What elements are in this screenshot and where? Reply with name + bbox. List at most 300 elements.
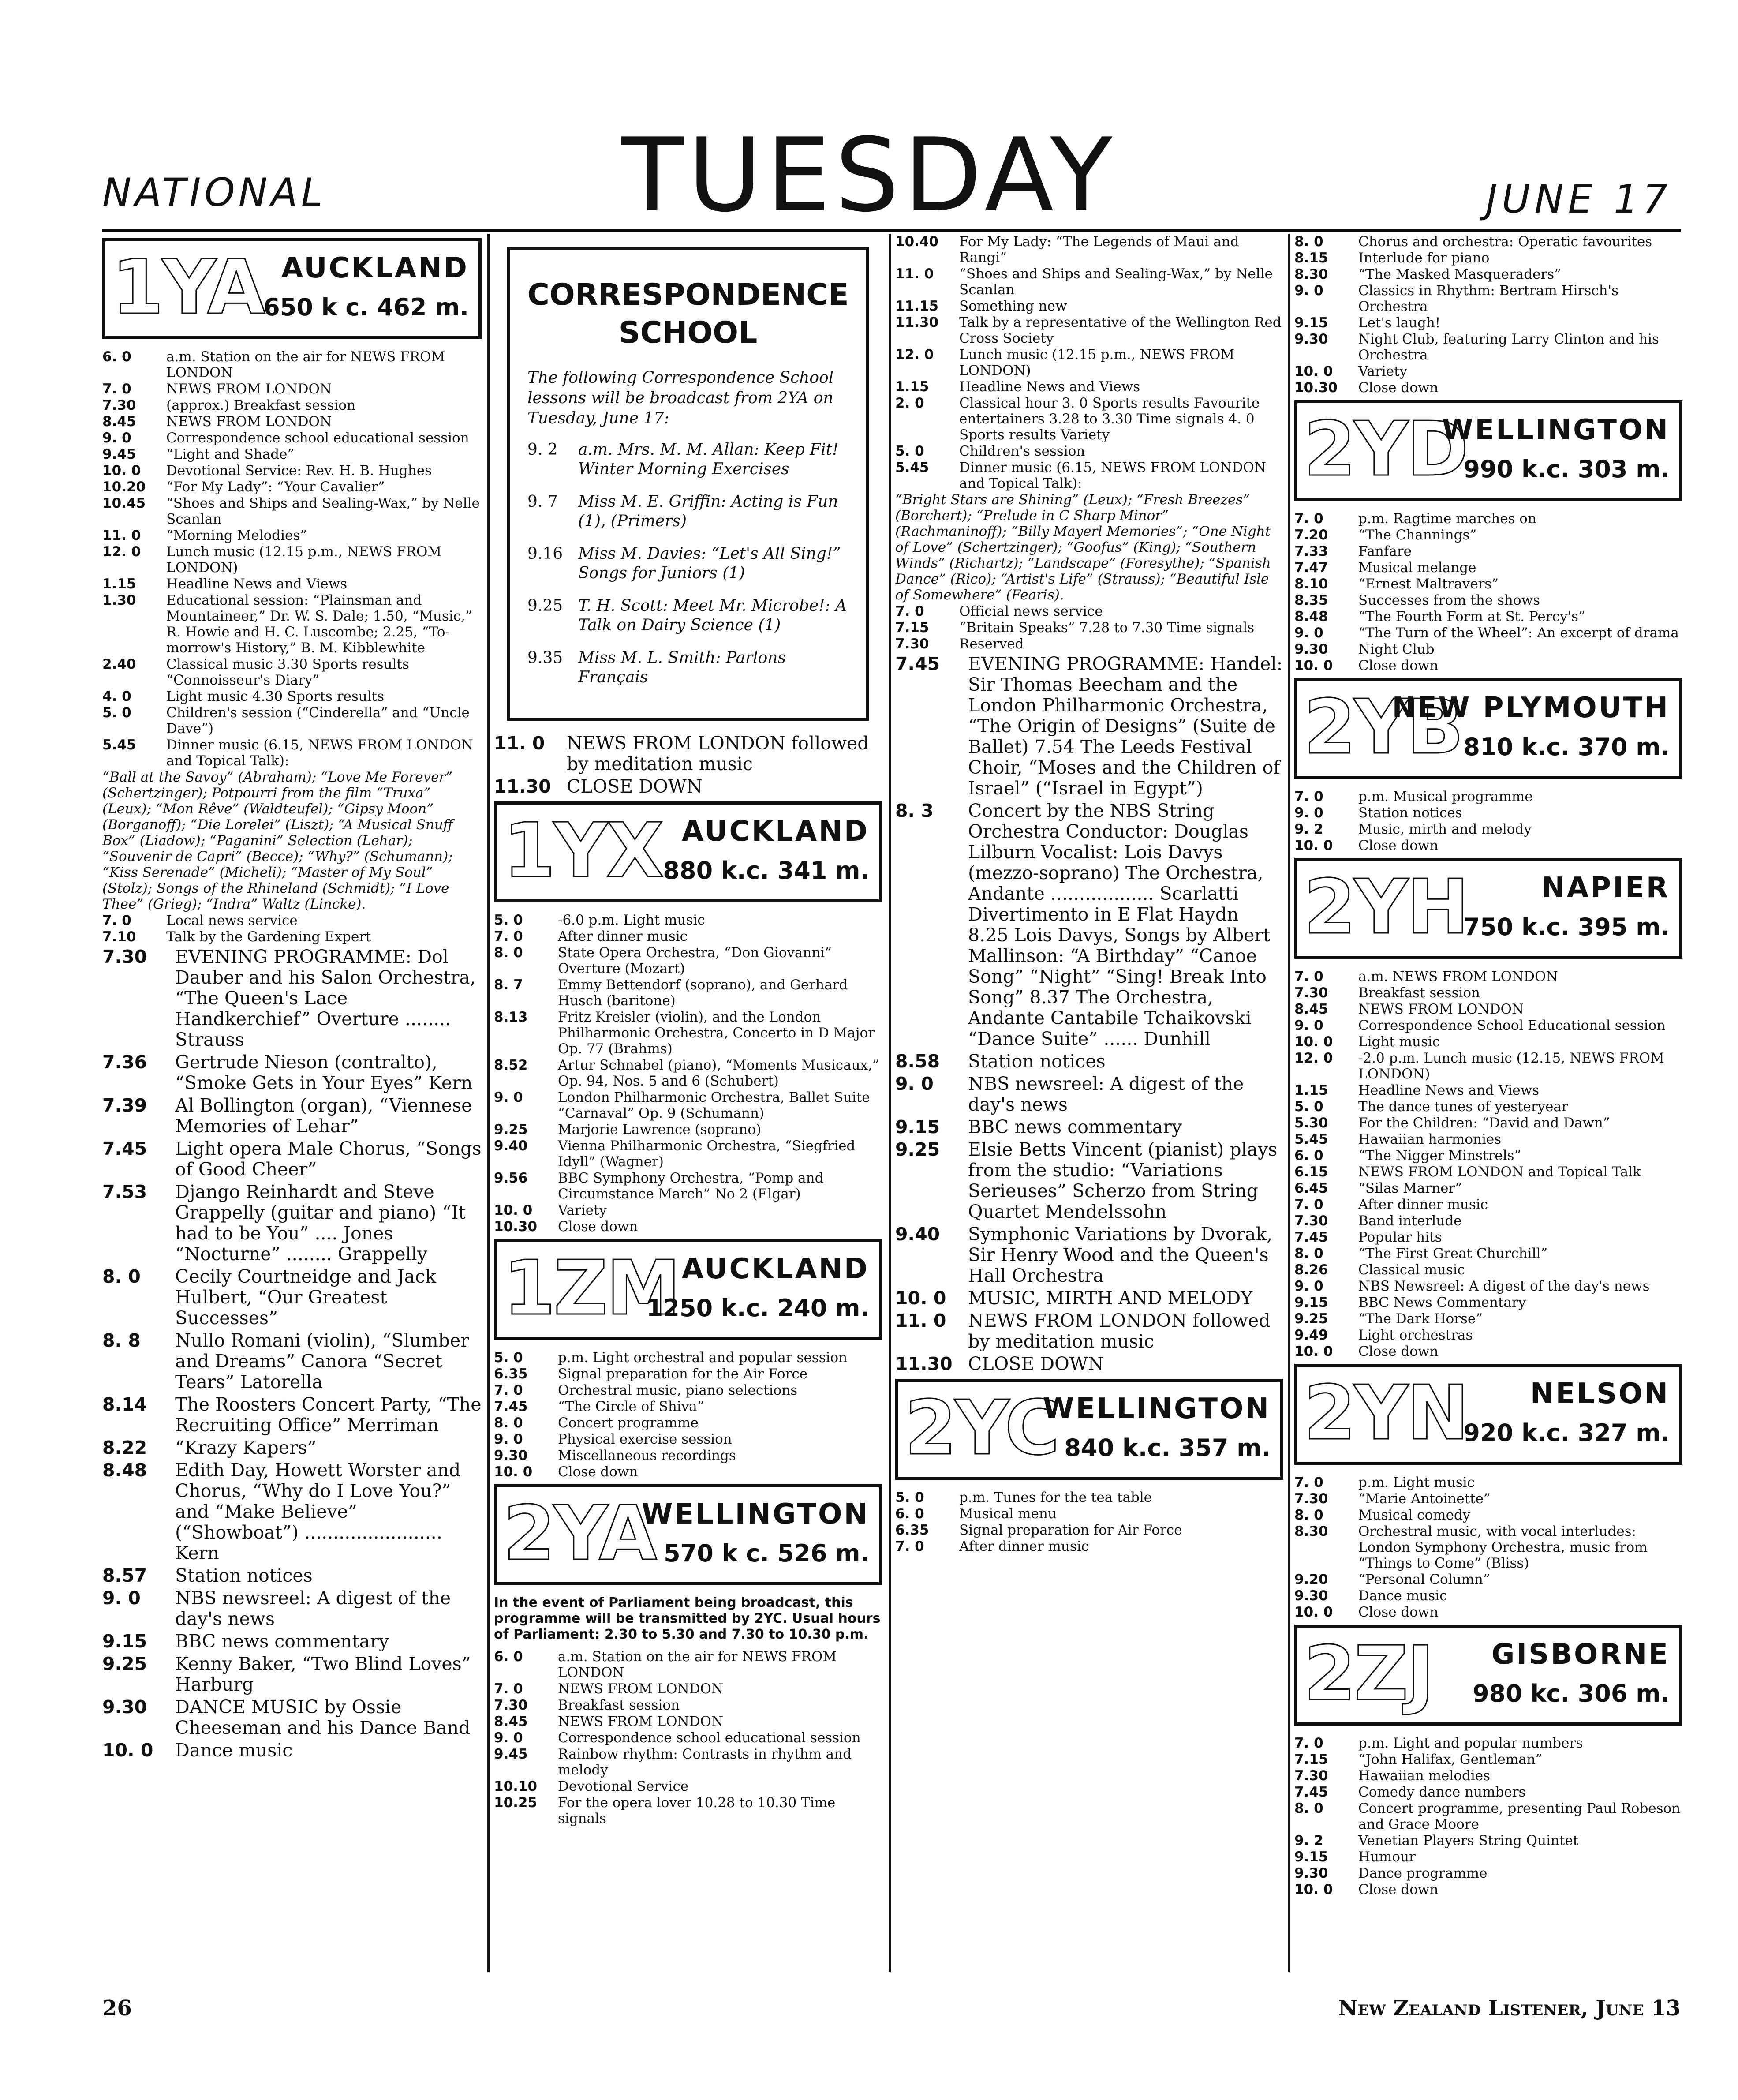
entry-description: Popular hits bbox=[1358, 1229, 1442, 1245]
entry-description: p.m. Tunes for the tea table bbox=[959, 1490, 1152, 1505]
entry-time: 8. 0 bbox=[494, 945, 523, 961]
entry-description: Breakfast session bbox=[1358, 985, 1480, 1001]
entry-time: 11.30 bbox=[895, 1353, 953, 1374]
station-box-2yc bbox=[895, 1379, 1283, 1480]
entry-time: 10.20 bbox=[102, 479, 146, 495]
entry-description: “For My Lady”: “Your Cavalier” bbox=[166, 479, 385, 495]
schedule-entry bbox=[494, 1382, 882, 1398]
entry-time: 8.30 bbox=[1294, 266, 1328, 282]
entry-time: 1.15 bbox=[895, 379, 929, 395]
entry-time: 9.30 bbox=[1294, 1865, 1328, 1881]
entry-time: 9. 0 bbox=[102, 1587, 141, 1609]
entry-description: Classics in Rhythm: Bertram Hirsch's Orchestra bbox=[1358, 283, 1619, 314]
entry-time: 10.45 bbox=[102, 495, 146, 511]
entry-description: Night Club bbox=[1358, 641, 1435, 657]
entry-time: 8.26 bbox=[1294, 1262, 1328, 1278]
entry-description: Rainbow rhythm: Contrasts in rhythm and melody bbox=[558, 1746, 852, 1778]
entry-time: 5. 0 bbox=[494, 1350, 523, 1366]
schedule-entry bbox=[1294, 543, 1682, 559]
schedule-entry bbox=[895, 1490, 1283, 1505]
entry-description: “Shoes and Ships and Sealing-Wax,” by Nelle Scanlan bbox=[959, 266, 1273, 298]
entry-time: 9.49 bbox=[1294, 1327, 1328, 1343]
schedule-entry bbox=[102, 1138, 482, 1180]
schedule-entry bbox=[1294, 1278, 1682, 1294]
entry-description: Variety bbox=[558, 1202, 607, 1218]
station-box-1yx bbox=[494, 801, 882, 902]
entry-time: 8. 0 bbox=[494, 1415, 523, 1431]
entry-time: 9.45 bbox=[494, 1746, 528, 1762]
entry-time: 8.52 bbox=[494, 1057, 528, 1073]
schedule-entry bbox=[102, 947, 482, 1050]
station-call: 2YH bbox=[1304, 864, 1468, 951]
entry-time: 10. 0 bbox=[1294, 363, 1333, 379]
entry-time: 8. 7 bbox=[494, 977, 523, 993]
entry-description: Fritz Kreisler (violin), and the London Philharmonic Orchestra, Concerto in D Major Op. 77 (Brahms) bbox=[558, 1009, 875, 1057]
station-box-2zj bbox=[1294, 1625, 1682, 1726]
schedule-entry bbox=[494, 1431, 882, 1447]
schedule-entry bbox=[1294, 266, 1682, 282]
entry-description: Successes from the shows bbox=[1358, 592, 1540, 608]
schedule-entry bbox=[102, 592, 482, 656]
schedule-entry bbox=[1294, 250, 1682, 266]
entry-time: 9. 0 bbox=[1294, 1018, 1323, 1033]
entry-description: Dance music bbox=[1358, 1588, 1447, 1604]
schedule-entry bbox=[895, 1074, 1283, 1115]
schedule-entry bbox=[527, 544, 848, 583]
entry-time: 7. 0 bbox=[1294, 969, 1323, 984]
entry-description: a.m. Mrs. M. M. Allan: Keep Fit! Winter Morning Exercises bbox=[578, 441, 839, 478]
schedule-entry bbox=[494, 1399, 882, 1415]
entry-description: Local news service bbox=[166, 913, 298, 928]
entry-description: Official news service bbox=[959, 603, 1103, 619]
column-divider bbox=[1288, 234, 1290, 1972]
entry-description: Something new bbox=[959, 298, 1067, 314]
station-call: 1YA bbox=[112, 244, 264, 331]
entry-time: 8. 3 bbox=[895, 800, 934, 821]
schedule-entry bbox=[102, 1654, 482, 1695]
station-freq: 810 k.c. 370 m. bbox=[1463, 733, 1670, 761]
schedule-list bbox=[494, 912, 882, 1235]
station-city: WELLINGTON bbox=[1442, 414, 1670, 446]
entry-time: 9.25 bbox=[102, 1653, 147, 1674]
entry-description: Kenny Baker, “Two Blind Loves” Harburg bbox=[175, 1653, 471, 1695]
page-date: JUNE 17 bbox=[1486, 176, 1672, 222]
entry-time: 10.10 bbox=[494, 1778, 538, 1794]
schedule-entry bbox=[1294, 560, 1682, 576]
entry-description: Dance programme bbox=[1358, 1865, 1488, 1881]
schedule-entry bbox=[494, 945, 882, 977]
entry-time: 12. 0 bbox=[895, 347, 934, 363]
entry-description: NEWS FROM LONDON bbox=[166, 381, 332, 397]
entry-time: 7.53 bbox=[102, 1181, 147, 1202]
entry-description: Django Reinhardt and Steve Grappelly (guitar and piano) “It had to be You” .... Jones “Nocturne” ........ Grappelly bbox=[175, 1181, 466, 1265]
entry-time: 2.40 bbox=[102, 656, 136, 672]
column-divider bbox=[487, 234, 490, 1972]
station-call: 1YX bbox=[503, 807, 662, 895]
entry-time: 9.45 bbox=[102, 446, 136, 462]
schedule-entry bbox=[1294, 283, 1682, 314]
entry-time: 11. 0 bbox=[494, 733, 545, 754]
entry-description: For My Lady: “The Legends of Maui and Rangi” bbox=[959, 234, 1239, 266]
entry-time: 11. 0 bbox=[895, 1310, 946, 1331]
entry-description: Nullo Romani (violin), “Slumber and Dreams” Canora “Secret Tears” Latorella bbox=[175, 1330, 469, 1393]
schedule-entry bbox=[895, 1506, 1283, 1522]
entry-description: Venetian Players String Quintet bbox=[1358, 1833, 1579, 1849]
entry-time: 7. 0 bbox=[494, 1681, 523, 1697]
entry-description: Miss M. L. Smith: Parlons Français bbox=[578, 649, 786, 686]
entry-time: 9.30 bbox=[1294, 641, 1328, 657]
entry-description: Talk by the Gardening Expert bbox=[166, 929, 371, 945]
schedule-entry bbox=[102, 913, 482, 928]
entry-time: 9. 2 bbox=[1294, 1833, 1323, 1849]
entry-description: “The First Great Churchill” bbox=[1358, 1246, 1548, 1261]
entry-time: 12. 0 bbox=[102, 544, 141, 560]
schedule-entry bbox=[102, 737, 482, 769]
entry-time: 6. 0 bbox=[1294, 1148, 1323, 1164]
entry-description: Signal preparation for the Air Force bbox=[558, 1366, 808, 1382]
section-label: NATIONAL bbox=[102, 170, 326, 215]
schedule-entry bbox=[102, 1631, 482, 1652]
entry-time: 10. 0 bbox=[1294, 658, 1333, 674]
entry-description: Correspondence School Educational session bbox=[1358, 1018, 1666, 1033]
schedule-entry bbox=[1294, 1246, 1682, 1261]
entry-time: 7. 0 bbox=[1294, 1197, 1323, 1213]
schedule-entry bbox=[895, 314, 1283, 346]
schedule-entry bbox=[1294, 1604, 1682, 1620]
entry-time: 7.36 bbox=[102, 1052, 147, 1073]
schedule-entry bbox=[1294, 1001, 1682, 1017]
entry-time: 10. 0 bbox=[494, 1464, 533, 1480]
station-call: 2YC bbox=[905, 1385, 1058, 1472]
entry-time: 6.45 bbox=[1294, 1180, 1328, 1196]
schedule-entry bbox=[102, 705, 482, 737]
entry-description: BBC News Commentary bbox=[1358, 1295, 1526, 1310]
entry-time: 7.47 bbox=[1294, 560, 1328, 576]
entry-time: 7. 0 bbox=[1294, 511, 1323, 527]
entry-description: Edith Day, Howett Worster and Chorus, “Why do I Love You?” and “Make Believe” (“Showboat”) ........................ Kern bbox=[175, 1460, 461, 1564]
entry-time: 4. 0 bbox=[102, 689, 131, 704]
entry-description: Educational session: “Plainsman and Mountaineer,” Dr. W. S. Dale; 1.50, “Music,” R. Howie and H. C. Luscombe; 2.25, “To-morrow's History,” B. M. Kibblewhite bbox=[166, 592, 472, 656]
entry-time: 10.40 bbox=[895, 234, 939, 250]
station-box-2yn bbox=[1294, 1364, 1682, 1465]
entry-description: Humour bbox=[1358, 1849, 1416, 1865]
schedule-entry bbox=[1294, 1752, 1682, 1767]
schedule-entry bbox=[102, 463, 482, 479]
publication-footer: New Zealand Listener, June 13 bbox=[1338, 1996, 1681, 2021]
entry-time: 8. 0 bbox=[1294, 1801, 1323, 1816]
entry-description: (approx.) Breakfast session bbox=[166, 397, 356, 413]
column-2 bbox=[494, 234, 882, 1972]
schedule-entry bbox=[895, 395, 1283, 443]
correspondence-school-box bbox=[507, 247, 869, 721]
entry-description: The Roosters Concert Party, “The Recruiting Office” Merriman bbox=[175, 1394, 482, 1436]
entry-description: Hawaiian harmonies bbox=[1358, 1131, 1502, 1147]
schedule-entry bbox=[1294, 380, 1682, 396]
schedule-list bbox=[494, 1649, 882, 1827]
schedule-entry bbox=[1294, 609, 1682, 625]
schedule-entry bbox=[1294, 1865, 1682, 1881]
entry-description: NEWS FROM LONDON bbox=[558, 1714, 724, 1729]
station-call: 2YA bbox=[503, 1490, 655, 1577]
station-city: WELLINGTON bbox=[1043, 1393, 1271, 1425]
schedule-entry bbox=[102, 1095, 482, 1137]
schedule-entry bbox=[102, 544, 482, 576]
entry-description: Concert programme bbox=[558, 1415, 699, 1431]
entry-time: 9.30 bbox=[494, 1448, 528, 1464]
entry-time: 5.45 bbox=[895, 460, 929, 475]
entry-time: 6.35 bbox=[494, 1366, 528, 1382]
station-box-1zm bbox=[494, 1239, 882, 1340]
schedule-entry bbox=[1294, 1344, 1682, 1359]
station-box-2yh bbox=[1294, 858, 1682, 959]
schedule-entry bbox=[895, 460, 1283, 491]
entry-description: “Silas Marner” bbox=[1358, 1180, 1462, 1196]
entry-time: 8.14 bbox=[102, 1394, 147, 1415]
schedule-entry bbox=[895, 347, 1283, 378]
entry-description: Musical melange bbox=[1358, 560, 1476, 576]
entry-description: “Morning Melodies” bbox=[166, 528, 307, 543]
entry-description: NBS newsreel: A digest of the day's news bbox=[175, 1587, 451, 1629]
schedule-entry bbox=[1294, 1295, 1682, 1310]
station-call: 2YD bbox=[1304, 406, 1467, 493]
entry-time: 9.15 bbox=[895, 1116, 940, 1138]
page-number: 26 bbox=[102, 1996, 132, 2021]
entry-description: Station notices bbox=[968, 1051, 1106, 1072]
schedule-entry bbox=[1294, 625, 1682, 641]
entry-description: BBC Symphony Orchestra, “Pomp and Circumstance March” No 2 (Elgar) bbox=[558, 1170, 824, 1202]
schedule-entry bbox=[102, 1052, 482, 1093]
schedule-entry bbox=[1294, 1197, 1682, 1213]
entry-description: “Light and Shade” bbox=[166, 446, 295, 462]
schedule-entry bbox=[102, 929, 482, 945]
entry-time: 10. 0 bbox=[102, 463, 141, 479]
schedule-entry bbox=[1294, 592, 1682, 608]
entry-time: 9.25 bbox=[1294, 1311, 1328, 1327]
entry-time: 8. 0 bbox=[1294, 1246, 1323, 1261]
schedule-entry bbox=[1294, 1034, 1682, 1050]
schedule-entry bbox=[1294, 331, 1682, 363]
entry-description: Correspondence school educational session bbox=[558, 1730, 861, 1746]
schedule-entry bbox=[494, 1730, 882, 1746]
entry-time: 7. 0 bbox=[494, 1382, 523, 1398]
schedule-entry bbox=[527, 596, 848, 635]
schedule-entry bbox=[895, 379, 1283, 395]
schedule-entry bbox=[895, 1310, 1283, 1352]
entry-time: 9. 2 bbox=[1294, 821, 1323, 837]
schedule-list bbox=[1294, 1735, 1682, 1898]
schedule-entry bbox=[102, 1565, 482, 1586]
entry-description: “Personal Column” bbox=[1358, 1572, 1490, 1587]
correspondence-lessons bbox=[527, 440, 848, 687]
schedule-entry bbox=[102, 1182, 482, 1265]
entry-time: 7.30 bbox=[494, 1697, 528, 1713]
schedule-entry bbox=[494, 977, 882, 1009]
schedule-entry bbox=[494, 1448, 882, 1464]
schedule-entry bbox=[1294, 1475, 1682, 1490]
schedule-entry bbox=[895, 234, 1283, 266]
entry-time: 7.45 bbox=[102, 1138, 147, 1159]
schedule-entry bbox=[1294, 1572, 1682, 1587]
entry-time: 7. 0 bbox=[494, 928, 523, 944]
schedule-list bbox=[1294, 789, 1682, 853]
schedule-entry bbox=[1294, 969, 1682, 984]
entry-time: 7.15 bbox=[1294, 1752, 1328, 1767]
entry-description: For the opera lover 10.28 to 10.30 Time signals bbox=[558, 1795, 836, 1827]
entry-time: 9. 0 bbox=[1294, 1278, 1323, 1294]
schedule-entry bbox=[494, 1714, 882, 1729]
schedule-entry bbox=[1294, 1262, 1682, 1278]
station-city: NELSON bbox=[1530, 1378, 1670, 1410]
entry-description: MUSIC, MIRTH AND MELODY bbox=[968, 1288, 1253, 1309]
schedule-entry bbox=[895, 443, 1283, 459]
entry-description: NEWS FROM LONDON and Topical Talk bbox=[1358, 1164, 1641, 1180]
schedule-entry bbox=[102, 1437, 482, 1458]
station-freq: 650 k c. 462 m. bbox=[263, 293, 469, 321]
entry-time: 10. 0 bbox=[102, 1740, 153, 1761]
schedule-entry bbox=[494, 1138, 882, 1170]
station-city: AUCKLAND bbox=[681, 1253, 869, 1285]
entry-time: 8. 8 bbox=[102, 1330, 141, 1351]
entry-description: State Opera Orchestra, “Don Giovanni” Overture (Mozart) bbox=[558, 945, 832, 977]
schedule-entry bbox=[1294, 1833, 1682, 1849]
entry-time: 9.40 bbox=[494, 1138, 528, 1154]
entry-time: 8.30 bbox=[1294, 1524, 1328, 1539]
station-city: GISBORNE bbox=[1491, 1638, 1670, 1671]
entry-time: 9.40 bbox=[895, 1224, 940, 1245]
entry-time: 8.57 bbox=[102, 1565, 147, 1586]
entry-description: Light orchestras bbox=[1358, 1327, 1473, 1343]
entry-description: Classical music 3.30 Sports results “Connoisseur's Diary” bbox=[166, 656, 409, 688]
schedule-list bbox=[494, 1350, 882, 1480]
schedule-entry bbox=[1294, 658, 1682, 674]
station-city: WELLINGTON bbox=[641, 1498, 869, 1531]
schedule-entry bbox=[494, 1649, 882, 1681]
schedule-entry bbox=[102, 414, 482, 430]
station-city: AUCKLAND bbox=[681, 815, 869, 848]
entry-time: 5. 0 bbox=[494, 912, 523, 928]
entry-time: 7.30 bbox=[1294, 1491, 1328, 1507]
entry-time: 9.56 bbox=[494, 1170, 528, 1186]
station-box-2yd bbox=[1294, 400, 1682, 501]
entry-description: Close down bbox=[1358, 658, 1439, 674]
entry-description: Physical exercise session bbox=[558, 1431, 732, 1447]
schedule-entry bbox=[102, 430, 482, 446]
entry-description: Close down bbox=[1358, 1882, 1439, 1898]
entry-time: 9. 0 bbox=[494, 1730, 523, 1746]
entry-time: 9.25 bbox=[494, 1122, 528, 1138]
entry-time: 1.15 bbox=[102, 576, 136, 592]
entry-time: 5.45 bbox=[102, 737, 136, 753]
schedule-entry bbox=[494, 928, 882, 944]
entry-time: 6.35 bbox=[895, 1522, 929, 1538]
schedule-entry bbox=[1294, 1327, 1682, 1343]
schedule-entry bbox=[102, 1697, 482, 1738]
entry-time: 9.15 bbox=[102, 1631, 147, 1652]
entry-time: 8. 0 bbox=[1294, 1507, 1323, 1523]
entry-description: Headline News and Views bbox=[959, 379, 1140, 395]
schedule-entry bbox=[102, 1740, 482, 1761]
entry-time: 10. 0 bbox=[1294, 1034, 1333, 1050]
entry-description: Classical music bbox=[1358, 1262, 1465, 1278]
schedule-entry bbox=[1294, 1735, 1682, 1751]
entry-description: T. H. Scott: Meet Mr. Microbe!: A Talk on Dairy Science (1) bbox=[578, 597, 847, 634]
entry-description: Dinner music (6.15, NEWS FROM LONDON and Topical Talk): bbox=[166, 737, 474, 769]
schedule-list bbox=[1294, 1475, 1682, 1620]
evening-programme bbox=[895, 654, 1283, 1374]
schedule-list bbox=[895, 234, 1283, 491]
schedule-entry bbox=[494, 1366, 882, 1382]
schedule-entry bbox=[1294, 1082, 1682, 1098]
entry-time: 9. 0 bbox=[1294, 625, 1323, 641]
entry-description: “The Circle of Shiva” bbox=[558, 1399, 704, 1415]
entry-description: p.m. Light music bbox=[1358, 1475, 1475, 1490]
schedule-entry bbox=[1294, 234, 1682, 250]
station-city: AUCKLAND bbox=[281, 252, 469, 284]
schedule-entry bbox=[1294, 1018, 1682, 1033]
schedule-entry bbox=[895, 1117, 1283, 1138]
entry-time: 9.30 bbox=[1294, 1588, 1328, 1604]
entry-time: 7.10 bbox=[102, 929, 136, 945]
entry-description: Orchestral music, piano selections bbox=[558, 1382, 798, 1398]
entry-time: 10. 0 bbox=[895, 1288, 946, 1309]
entry-time: 11. 0 bbox=[102, 528, 141, 543]
entry-description: “The Masked Masqueraders” bbox=[1358, 266, 1562, 282]
entry-description: “Marie Antoinette” bbox=[1358, 1491, 1491, 1507]
entry-description: Signal preparation for Air Force bbox=[959, 1522, 1182, 1538]
schedule-entry bbox=[102, 397, 482, 413]
entry-description: Miss M. E. Griffin: Acting is Fun (1), (Primers) bbox=[578, 493, 838, 530]
entry-time: 8.15 bbox=[1294, 250, 1328, 266]
schedule-list bbox=[1294, 511, 1682, 674]
entry-description: After dinner music bbox=[558, 928, 688, 944]
entry-time: 9.15 bbox=[1294, 1295, 1328, 1310]
schedule-entry bbox=[1294, 1115, 1682, 1131]
entry-time: 7. 0 bbox=[1294, 1475, 1323, 1490]
schedule-entry bbox=[494, 1415, 882, 1431]
schedule-list bbox=[895, 1490, 1283, 1554]
schedule-entry bbox=[494, 1202, 882, 1218]
station-call: 2YB bbox=[1304, 684, 1462, 771]
entry-description: Dance music bbox=[175, 1740, 293, 1761]
schedule-entry bbox=[102, 1588, 482, 1629]
entry-description: Musical menu bbox=[959, 1506, 1057, 1522]
entry-time: 5. 0 bbox=[102, 705, 131, 721]
entry-time: 8.48 bbox=[102, 1460, 147, 1481]
entry-description: Talk by a representative of the Wellington Red Cross Society bbox=[959, 314, 1282, 346]
entry-time: 7.39 bbox=[102, 1095, 147, 1116]
schedule-entry bbox=[1294, 315, 1682, 331]
entry-time: 7.15 bbox=[895, 620, 929, 636]
schedule-entry bbox=[1294, 1164, 1682, 1180]
entry-time: 9. 7 bbox=[527, 493, 558, 511]
entry-description: Musical comedy bbox=[1358, 1507, 1471, 1523]
entry-time: 7.30 bbox=[1294, 1213, 1328, 1229]
schedule-entry bbox=[1294, 1491, 1682, 1507]
entry-time: 5. 0 bbox=[895, 1490, 924, 1505]
station-city: NEW PLYMOUTH bbox=[1392, 692, 1670, 724]
entry-time: 9.30 bbox=[102, 1696, 147, 1718]
schedule-entry bbox=[1294, 821, 1682, 837]
entry-description: Close down bbox=[1358, 838, 1439, 853]
correspondence-title: CORRESPONDENCE SCHOOL bbox=[527, 277, 849, 350]
entry-time: 9.35 bbox=[527, 649, 563, 667]
entry-time: 7. 0 bbox=[102, 913, 131, 928]
station-freq: 840 k.c. 357 m. bbox=[1064, 1434, 1271, 1462]
schedule-entry bbox=[1294, 1784, 1682, 1800]
schedule-entry bbox=[494, 1089, 882, 1121]
schedule-entry bbox=[494, 1170, 882, 1202]
column-4 bbox=[1294, 234, 1682, 1972]
